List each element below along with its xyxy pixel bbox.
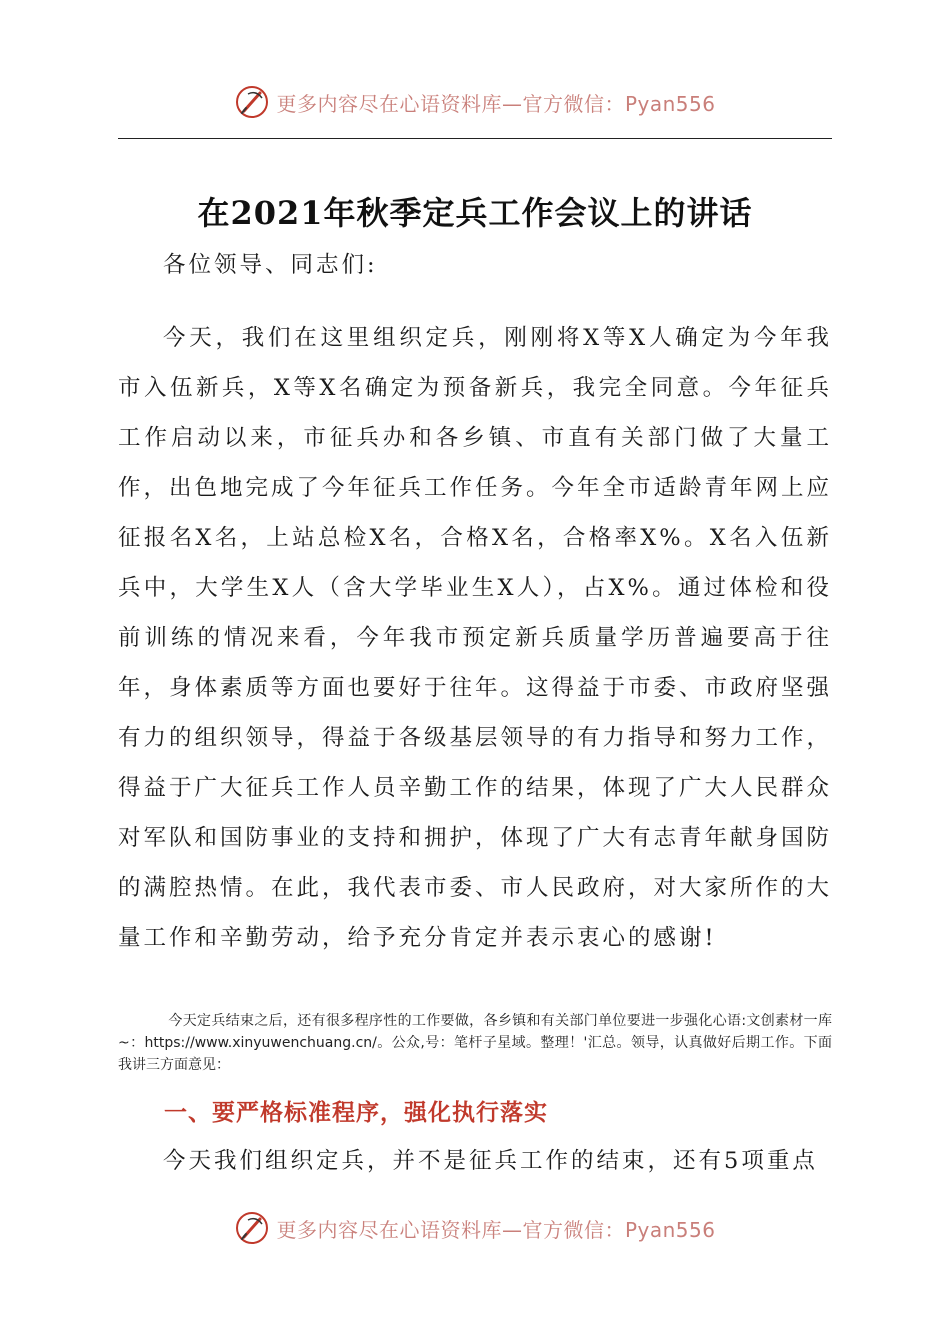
salutation-text: 各位领导、同志们: [163, 252, 378, 278]
salutation [118, 240, 832, 290]
paragraph-1 [118, 313, 832, 963]
header-divider [118, 138, 832, 139]
paragraph-1-text: 今天，我们在这里组织定兵，刚刚将X等X人确定为今年我市入伍新兵，X等X名确定为预备新兵，我完全同意。今年征兵工作启动以来，市征兵办和各乡镇、市直有关部门做了大量工作，出色地完成了今年征兵工作任务。今年全市适龄青年网上应征报名X名，上站总检X名，合格X名，合格率X%。X名入伍新兵中，大学生X人（含大学毕业生X人），占X%。通过体检和役前训练的情况来看，今年我市预定新兵质量学历普遍要高于往年，身体素质等方面也要好于往年。这得益于市委、市政府坚强有力的组织领导，得益于各级基层领导的有力指导和努力工作，得益于广大征兵工作人员辛勤工作的结果，体现了广大人民群众对军队和国防事业的支持和拥护，体现了广大有志青年献身国防的满腔热情。在此，我代表市委、市人民政府，对大家所作的大量工作和辛勤劳动，给予充分肯定并表示衷心的感谢! [118, 325, 833, 951]
paragraph-2 [118, 1136, 832, 1186]
section-1-heading: 一、要严格标准程序，强化执行落实 [164, 1100, 548, 1126]
document-title: 在2021年秋季定兵工作会议上的讲话 [197, 194, 753, 232]
watermark-header [0, 84, 950, 120]
pen-circle-logo-icon [234, 84, 270, 120]
watermark-footer [0, 1210, 950, 1246]
watermark-text: 更多内容尽在心语资料库—官方微信：Pyan556 [276, 1217, 716, 1242]
pen-circle-logo-icon [234, 1210, 270, 1246]
paragraph-2-text: 今天我们组织定兵，并不是征兵工作的结束，还有5项重点 [163, 1148, 818, 1174]
watermark-text: 更多内容尽在心语资料库—官方微信：Pyan556 [276, 91, 716, 116]
small-note: 今天定兵结束之后，还有很多程序性的工作要做，各乡镇和有关部门单位要进一步强化心语:文创素材一库~：https://www.xinyuwenchuang.cn/。公众,号：笔杆子星域。整理！'汇总。领导，认真做好后期工作。下面我讲三方面意见： [118, 1013, 832, 1073]
